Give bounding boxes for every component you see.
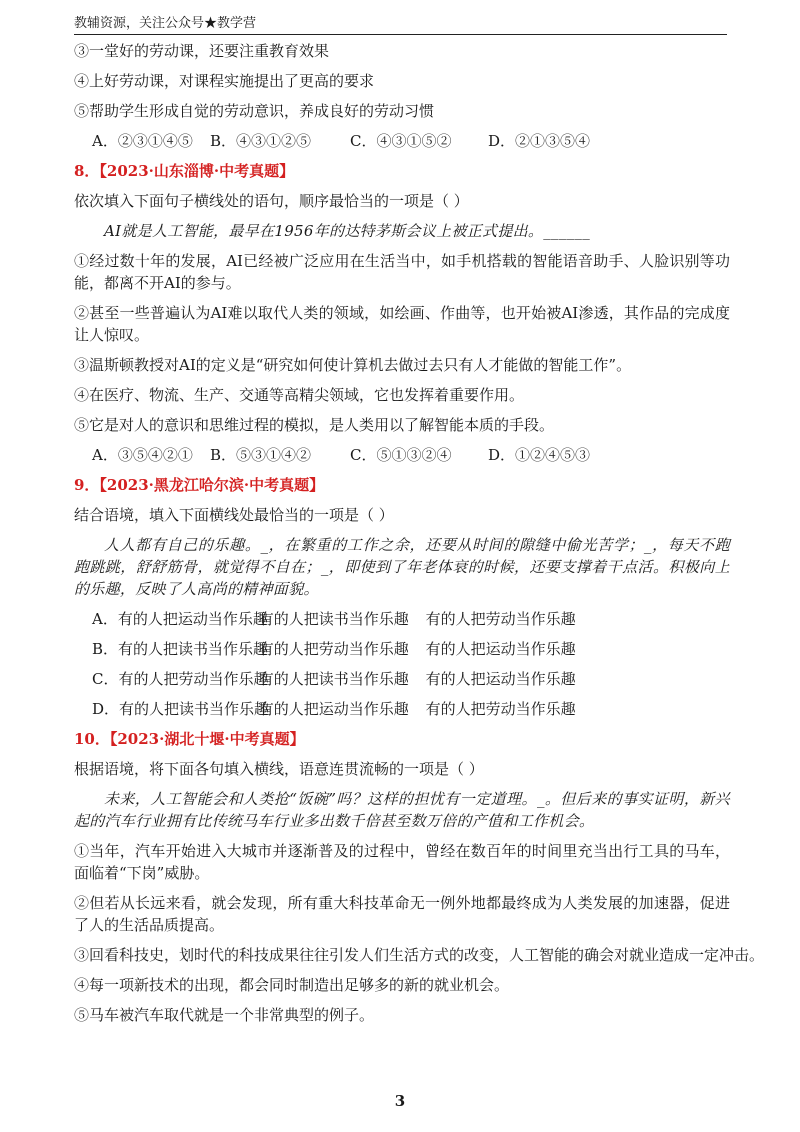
page-number: 3	[394, 1092, 406, 1110]
q8-option-d: D．①②④⑤③	[488, 446, 591, 464]
q8-item-2: ②甚至一些普遍认为AI难以取代人类的领域，如绘画、作曲等，也开始被AI渗透，其作品的完成度让人惊叹。	[74, 304, 730, 344]
q9-choice-c-part-3: 有的人把运动当作乐趣	[425, 670, 576, 688]
q8-item-1: ①经过数十年的发展，AI已经被广泛应用在生活当中，如手机搭载的智能语音助手、人脸识别等功能，都离不开AI的参与。	[74, 252, 730, 292]
q10-item-4: ④每一项新技术的出现，都会同时制造出足够多的新的就业机会。	[74, 976, 510, 994]
q7-item-4: ④上好劳动课，对课程实施提出了更高的要求	[74, 72, 375, 90]
q9-heading: 9．【2023·黑龙江哈尔滨·中考真题】	[74, 476, 325, 494]
q10-item-3: ③回看科技史，划时代的科技成果往往引发人们生活方式的改变，人工智能的确会对就业造成一定冲击。	[74, 946, 765, 964]
q9-choice-c-part-1: C．有的人把劳动当作乐趣	[92, 670, 269, 688]
q10-stem: 根据语境，将下面各句填入横线，语意连贯流畅的一项是（ ）	[74, 760, 484, 778]
q9-choice-b	[74, 634, 730, 664]
q9-choice-c	[74, 664, 730, 694]
q8-stem: 依次填入下面句子横线处的语句，顺序最恰当的一项是（ ）	[74, 192, 469, 210]
q7-item-5: ⑤帮助学生形成自觉的劳动意识，养成良好的劳动习惯	[74, 102, 435, 120]
q9-choice-b-part-2: 有的人把劳动当作乐趣	[258, 640, 409, 658]
q9-choice-d-part-2: 有的人把运动当作乐趣	[258, 700, 409, 718]
q8-option-a: A．③⑤④②①	[92, 446, 193, 464]
q10-item-1: ①当年，汽车开始进入大城市并逐渐普及的过程中，曾经在数百年的时间里充当出行工具的马车，面临着“下岗”威胁。	[74, 842, 730, 882]
q9-choice-a-part-2: 有的人把读书当作乐趣	[258, 610, 409, 628]
q9-choice-b-part-1: B．有的人把读书当作乐趣	[92, 640, 269, 658]
q8-option-b: B．⑤③①④②	[210, 446, 312, 464]
q8-item-4: ④在医疗、物流、生产、交通等高精尖领域，它也发挥着重要作用。	[74, 386, 525, 404]
q10-passage: 未来，人工智能会和人类抢“饭碗”吗？这样的担忧有一定道理。_。但后来的事实证明，新兴起的汽车行业拥有比传统马车行业多出数千倍甚至数万倍的产值和工作机会。	[74, 790, 730, 830]
q7-option-d: D．②①③⑤④	[488, 132, 591, 150]
page-content	[74, 36, 765, 1030]
page-header: 教辅资源，关注公众号★教学营	[74, 14, 727, 35]
q7-option-a: A．②③①④⑤	[92, 132, 193, 150]
q9-choice-a	[74, 604, 730, 634]
q10-item-5: ⑤马车被汽车取代就是一个非常典型的例子。	[74, 1006, 375, 1024]
q9-choice-b-part-3: 有的人把运动当作乐趣	[425, 640, 576, 658]
q10-heading: 10．【2023·湖北十堰·中考真题】	[74, 730, 305, 748]
q9-choice-d-part-1: D．有的人把读书当作乐趣	[92, 700, 270, 718]
q7-option-b: B．④③①②⑤	[210, 132, 312, 150]
q7-options	[74, 126, 730, 156]
q9-choice-d-part-3: 有的人把劳动当作乐趣	[425, 700, 576, 718]
q8-item-5: ⑤它是对人的意识和思维过程的模拟，是人类用以了解智能本质的手段。	[74, 416, 555, 434]
q9-choice-d	[74, 694, 730, 724]
q9-stem: 结合语境，填入下面横线处最恰当的一项是（ ）	[74, 506, 394, 524]
q8-item-3: ③温斯顿教授对AI的定义是“研究如何使计算机去做过去只有人才能做的智能工作”。	[74, 356, 632, 374]
q9-choice-a-part-1: A．有的人把运动当作乐趣	[92, 610, 268, 628]
q9-passage: 人人都有自己的乐趣。_，在繁重的工作之余，还要从时间的隙缝中偷光苦学；_，每天不跑跑跳跳，舒舒筋骨，就觉得不自在；_，即使到了年老体衰的时候，还要支撑着干点活。积极向上的乐趣，反映了人高尚的精神面貌。	[74, 536, 730, 598]
q7-option-c: C．④③①⑤②	[350, 132, 452, 150]
q8-options	[74, 440, 730, 470]
q10-item-2: ②但若从长远来看，就会发现，所有重大科技革命无一例外地都最终成为人类发展的加速器，促进了人的生活品质提高。	[74, 894, 730, 934]
q9-choice-c-part-2: 有的人把读书当作乐趣	[258, 670, 409, 688]
q8-option-c: C．⑤①③②④	[350, 446, 452, 464]
q9-choice-a-part-3: 有的人把劳动当作乐趣	[425, 610, 576, 628]
q7-item-3: ③一堂好的劳动课，还要注重教育效果	[74, 42, 330, 60]
q8-heading: 8．【2023·山东淄博·中考真题】	[74, 162, 295, 180]
q8-passage: AI就是人工智能，最早在1956年的达特茅斯会议上被正式提出。______	[104, 222, 591, 240]
